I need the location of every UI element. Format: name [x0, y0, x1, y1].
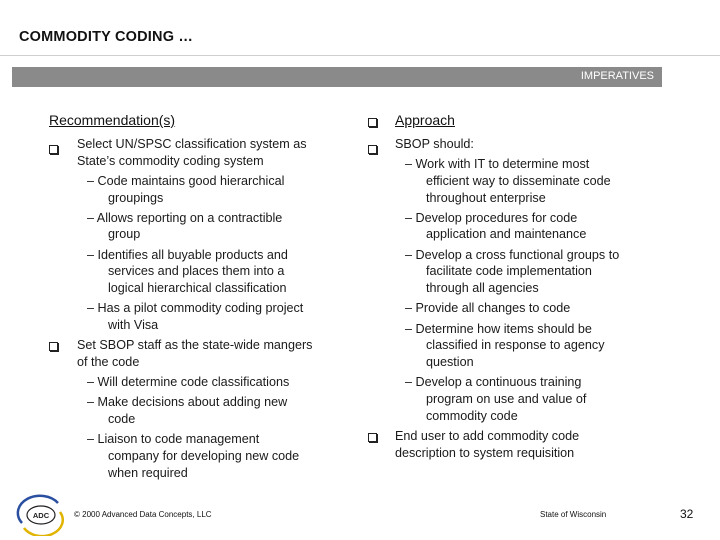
- right-line: – Provide all changes to code: [405, 301, 571, 315]
- right-line: – Develop a cross functional groups to: [405, 248, 620, 262]
- left-line: – Code maintains good hierarchical: [87, 174, 285, 188]
- left-line: – Make decisions about adding new: [87, 395, 288, 409]
- bullet-square-icon: [49, 145, 58, 154]
- right-line: facilitate code implementation: [426, 264, 592, 278]
- title-divider: [0, 55, 720, 56]
- left-line: group: [108, 227, 141, 241]
- left-line: Set SBOP staff as the state-wide mangers: [77, 338, 313, 352]
- right-line: commodity code: [426, 409, 518, 423]
- left-line: company for developing new code: [108, 449, 300, 463]
- bullet-square-icon: [49, 342, 58, 351]
- left-line: – Has a pilot commodity coding project: [87, 301, 304, 315]
- recommendations-heading: Recommendation(s): [49, 112, 176, 128]
- imperatives-banner: [12, 67, 662, 87]
- left-line: Select UN/SPSC classification system as: [77, 137, 307, 151]
- logo-text: ADC: [32, 511, 50, 520]
- left-line: groupings: [108, 191, 164, 205]
- left-line: logical hierarchical classification: [108, 281, 287, 295]
- left-line: of the code: [77, 355, 140, 369]
- right-line: application and maintenance: [426, 227, 587, 241]
- right-line: description to system requisition: [395, 446, 575, 460]
- left-line: services and places them into a: [108, 264, 285, 278]
- right-line: SBOP should:: [395, 137, 474, 151]
- left-line: – Allows reporting on a contractible: [87, 211, 283, 225]
- adc-logo: [14, 490, 66, 536]
- right-line: throughout enterprise: [426, 191, 546, 205]
- left-line: with Visa: [108, 318, 159, 332]
- right-line: question: [426, 355, 474, 369]
- left-line: code: [108, 412, 136, 426]
- right-line: classified in response to agency: [426, 338, 605, 352]
- right-line: – Work with IT to determine most: [405, 157, 590, 171]
- left-line: State’s commodity coding system: [77, 154, 264, 168]
- page-title: COMMODITY CODING …: [19, 29, 194, 45]
- right-line: program on use and value of: [426, 392, 587, 406]
- copyright-text: © 2000 Advanced Data Concepts, LLC: [74, 510, 212, 519]
- right-line: End user to add commodity code: [395, 429, 580, 443]
- banner-label: IMPERATIVES: [580, 70, 654, 82]
- bullet-square-icon: [368, 145, 377, 154]
- right-line: efficient way to disseminate code: [426, 174, 611, 188]
- right-line: – Develop a continuous training: [405, 375, 582, 389]
- left-line: when required: [108, 466, 188, 480]
- left-line: – Liaison to code management: [87, 432, 260, 446]
- page-number: 32: [680, 507, 694, 521]
- left-line: – Will determine code classifications: [87, 375, 290, 389]
- bullet-square-icon: [368, 433, 377, 442]
- left-line: – Identifies all buyable products and: [87, 248, 288, 262]
- bullet-square-icon: [368, 118, 377, 127]
- right-line: – Develop procedures for code: [405, 211, 578, 225]
- approach-heading: Approach: [395, 112, 455, 128]
- state-label: State of Wisconsin: [540, 510, 607, 519]
- right-line: – Determine how items should be: [405, 322, 592, 336]
- right-line: through all agencies: [426, 281, 539, 295]
